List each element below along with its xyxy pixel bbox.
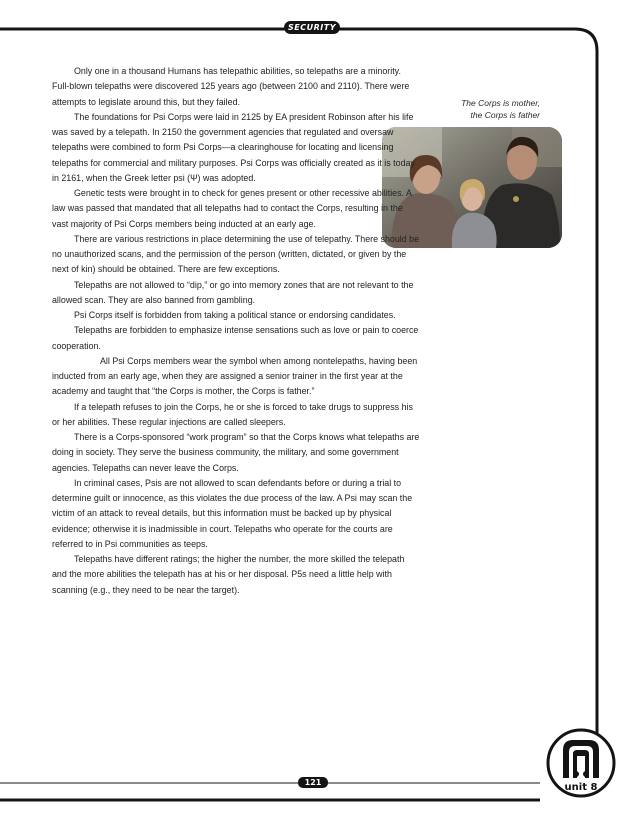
body-paragraph: Telepaths are forbidden to emphasize intense sensations such as love or pain to coerce cooperation. (52, 325, 419, 351)
body-paragraph: All Psi Corps members wear the symbol when among nontelepaths, having been inducted from an early age, when they are assigned a senior trainer in the first year at the academy and taught that “the Corps is mother, the Corps is father.” (52, 355, 418, 397)
unit-label: unit 8 (564, 782, 598, 793)
body-paragraph: In criminal cases, Psis are not allowed to scan defendants before or during a trial to determine guilt or innocence, as this violates the due process of the law. A Psi may scan the victim of an attack to reveal details, but this information must be backed up by physical evidence; otherwise it is inadmissible in court. Telepaths who operate for the courts are referred to in Psi communities as teeps. (52, 477, 413, 549)
body-paragraph: There are various restrictions in place determining the use of telepathy. There should be no unauthorized scans, and the permission of the person (written, dictated, or given by the next of kin) should be obtained. There are few exceptions. (52, 233, 420, 275)
body-paragraph: Genetic tests were brought in to check for genes present or other recessive abilities. A law was passed that mandated that all telepaths had to contact the Corps, resulting in the vast majority of Psi Corps members being inducted at an early age. (52, 188, 412, 229)
article-body (52, 64, 420, 598)
body-paragraph: Psi Corps itself is forbidden from taking a political stance or endorsing candidates. (74, 310, 396, 320)
body-paragraph: If a telepath refuses to join the Corps, he or she is forced to take drugs to suppress his or her abilities. These regular injections are called sleepers. (52, 401, 413, 427)
section-tab: SECURITY (284, 21, 340, 34)
photo-caption (428, 97, 540, 121)
body-paragraph: The foundations for Psi Corps were laid in 2125 by EA president Robinson after his life was saved by a telepath. In 2150 the government agencies that regulated and oversaw telepaths were combined to form Psi Corps—a clearinghouse for locating and licensing telepaths for commercial and military purposes. Psi Corps was officially created as it is today in 2161, when the Greek letter psi (Ψ) was adopted. (52, 111, 415, 183)
caption-line: The Corps is mother, (461, 98, 540, 108)
body-paragraph: There is a Corps-sponsored “work program” so that the Corps knows what telepaths are doing in society. They serve the business community, the military, and some government agencies. Telepaths can never leave the Corps. (52, 432, 420, 473)
body-paragraph: Only one in a thousand Humans has telepathic abilities, so telepaths are a minority. Full-blown telepaths were discovered 125 years ago (between 2100 and 2110). There were attempts to legislate around this, but they failed. (52, 66, 410, 107)
caption-line: the Corps is father (470, 110, 540, 120)
body-paragraph: Telepaths have different ratings; the higher the number, the more skilled the telepath and the more abilities the telepath has at his or her disposal. P5s need a little help with scanning (e.g., they need to be near the target). (52, 554, 405, 595)
page-number: 121 (298, 777, 328, 788)
body-paragraph: Telepaths are not allowed to “dip,” or go into memory zones that are not relevant to the allowed scan. They are also banned from gambling. (52, 279, 414, 305)
